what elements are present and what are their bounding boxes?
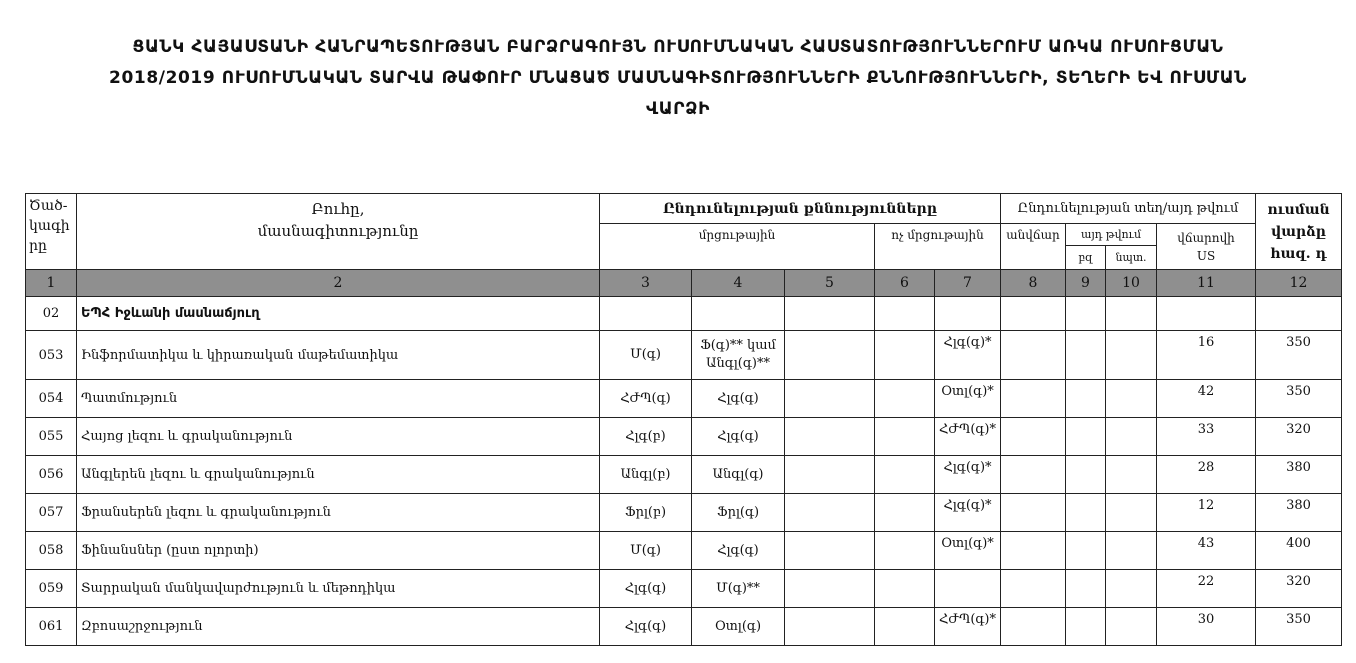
column-number: 2 <box>77 270 600 297</box>
title-line-3: ՎԱՐՁԻ <box>645 99 711 119</box>
header-exams: Ընդունելության քննությունները <box>600 194 1001 224</box>
table-row <box>26 456 1342 494</box>
row-cell-c11: 42 <box>1157 380 1256 418</box>
column-number: 9 <box>1066 270 1106 297</box>
row-cell-c5 <box>785 532 875 570</box>
header-paid: վճարովի US <box>1157 224 1256 270</box>
row-cell-c5 <box>785 331 875 380</box>
table-row <box>26 532 1342 570</box>
row-cell-c8 <box>1001 331 1066 380</box>
row-cell-c9 <box>1066 418 1106 456</box>
row-cell-c10 <box>1106 532 1157 570</box>
row-cell-c10 <box>1106 331 1157 380</box>
row-cell-c8 <box>1001 494 1066 532</box>
row-cell-c11: 22 <box>1157 570 1256 608</box>
specialty-rows <box>26 331 1342 646</box>
row-cell-c6 <box>875 608 935 646</box>
row-code: 059 <box>26 570 77 608</box>
row-cell-c9 <box>1066 608 1106 646</box>
row-cell-c3: ՀԺՊ(գ) <box>600 380 692 418</box>
row-code: 054 <box>26 380 77 418</box>
header-tuition: ուսման վարձը հազ. դ <box>1256 194 1342 270</box>
row-cell-c6 <box>875 380 935 418</box>
row-cell-c4: Ֆրլ(գ) <box>692 494 785 532</box>
row-cell-c11: 33 <box>1157 418 1256 456</box>
header-code: Ծած- կագի րը <box>26 194 77 270</box>
row-cell-c7: Հլգ(գ)* <box>935 331 1001 380</box>
row-cell-c6 <box>875 456 935 494</box>
column-number: 7 <box>935 270 1001 297</box>
row-cell-c11: 16 <box>1157 331 1256 380</box>
row-cell-c8 <box>1001 418 1066 456</box>
row-cell-c9 <box>1066 532 1106 570</box>
table-row <box>26 570 1342 608</box>
column-number: 10 <box>1106 270 1157 297</box>
row-cell-c11: 28 <box>1157 456 1256 494</box>
header-npt: նպտ. <box>1106 246 1157 270</box>
row-cell-c7: Օտլ(գ)* <box>935 380 1001 418</box>
row-cell-c4: Մ(գ)** <box>692 570 785 608</box>
row-cell-c10 <box>1106 608 1157 646</box>
row-cell-c8 <box>1001 608 1066 646</box>
row-cell-c6 <box>875 570 935 608</box>
institution-name: ԵՊՀ Իջևանի մասնաճյուղ <box>77 297 600 331</box>
column-number: 12 <box>1256 270 1342 297</box>
row-cell-c7 <box>935 570 1001 608</box>
row-cell-c4: Անգլ(գ) <box>692 456 785 494</box>
table-row <box>26 494 1342 532</box>
row-cell-c12: 380 <box>1256 456 1342 494</box>
row-specialty: Ֆրանսերեն լեզու և գրականություն <box>77 494 600 532</box>
row-cell-c3: Հլգ(բ) <box>600 418 692 456</box>
admissions-table <box>25 193 1342 646</box>
table-row <box>26 331 1342 380</box>
row-cell-c9 <box>1066 380 1106 418</box>
row-cell-c4: Օտլ(գ) <box>692 608 785 646</box>
row-cell-c3: Հլգ(գ) <box>600 608 692 646</box>
row-cell-c12: 350 <box>1256 608 1342 646</box>
column-number: 1 <box>26 270 77 297</box>
row-cell-c4: Ֆ(գ)** կամ Անգլ(գ)** <box>692 331 785 380</box>
row-cell-c8 <box>1001 532 1066 570</box>
row-cell-c3: Անգլ(բ) <box>600 456 692 494</box>
row-cell-c12: 350 <box>1256 331 1342 380</box>
row-cell-c10 <box>1106 570 1157 608</box>
row-cell-c4: Հլգ(գ) <box>692 380 785 418</box>
row-cell-c6 <box>875 418 935 456</box>
row-cell-c11: 43 <box>1157 532 1256 570</box>
row-cell-c9 <box>1066 494 1106 532</box>
row-specialty: Տարրական մանկավարժություն և մեթոդիկա <box>77 570 600 608</box>
column-number: 3 <box>600 270 692 297</box>
row-cell-c11: 12 <box>1157 494 1256 532</box>
institution-code: 02 <box>26 297 77 331</box>
row-cell-c10 <box>1106 380 1157 418</box>
header-of-which: այդ թվում <box>1066 224 1157 246</box>
document-title <box>0 32 1356 125</box>
row-cell-c3: Հլգ(գ) <box>600 570 692 608</box>
title-line-2: 2018/2019 ՈՒՍՈՒՄՆԱԿԱՆ ՏԱՐՎԱ ԹԱՓՈՒՐ ՄՆԱՑԱԾ ՄԱՍՆԱԳԻՏՈՒԹՅՈՒՆՆԵՐԻ ՔՆՆՈՒԹՅՈՒՆՆԵՐԻ, ՏԵՂԵՐԻ ԵՎ ՈՒՍՄԱՆ <box>109 68 1247 88</box>
row-cell-c12: 350 <box>1256 380 1342 418</box>
row-code: 055 <box>26 418 77 456</box>
title-line-1: ՑԱՆԿ ՀԱՅԱՍՏԱՆԻ ՀԱՆՐԱՊԵՏՈՒԹՅԱՆ ԲԱՐՁՐԱԳՈՒՅՆ ՈՒՍՈՒՄՆԱԿԱՆ ՀԱՍՏԱՏՈՒԹՅՈՒՆՆԵՐՈՒՄ ԱՌԿԱ ՈՒՍՈՒՑՄԱՆ <box>132 37 1224 57</box>
row-code: 053 <box>26 331 77 380</box>
row-cell-c7: ՀԺՊ(գ)* <box>935 418 1001 456</box>
row-cell-c3: Ֆրլ(բ) <box>600 494 692 532</box>
row-cell-c7: Օտլ(գ)* <box>935 532 1001 570</box>
row-cell-c3: Մ(գ) <box>600 532 692 570</box>
table-row <box>26 380 1342 418</box>
column-number: 4 <box>692 270 785 297</box>
row-specialty: Ինֆորմատիկա և կիրառական մաթեմատիկա <box>77 331 600 380</box>
row-cell-c8 <box>1001 456 1066 494</box>
row-specialty: Անգլերեն լեզու և գրականություն <box>77 456 600 494</box>
row-cell-c5 <box>785 418 875 456</box>
row-cell-c10 <box>1106 494 1157 532</box>
row-cell-c6 <box>875 331 935 380</box>
header-competitive: մրցութային <box>600 224 875 270</box>
column-number: 11 <box>1157 270 1256 297</box>
row-cell-c7: ՀԺՊ(գ)* <box>935 608 1001 646</box>
header-bq: բզ <box>1066 246 1106 270</box>
row-cell-c9 <box>1066 456 1106 494</box>
row-code: 056 <box>26 456 77 494</box>
row-specialty: Հայոց լեզու և գրականություն <box>77 418 600 456</box>
column-number: 5 <box>785 270 875 297</box>
row-cell-c7: Հլգ(գ)* <box>935 456 1001 494</box>
row-cell-c5 <box>785 570 875 608</box>
row-code: 057 <box>26 494 77 532</box>
row-cell-c5 <box>785 380 875 418</box>
row-cell-c12: 320 <box>1256 570 1342 608</box>
row-cell-c7: Հլգ(գ)* <box>935 494 1001 532</box>
header-specialty: Բուհը, մասնագիտությունը <box>77 194 600 270</box>
row-cell-c6 <box>875 532 935 570</box>
header-row-1 <box>26 194 1342 224</box>
row-cell-c8 <box>1001 380 1066 418</box>
row-cell-c9 <box>1066 331 1106 380</box>
row-cell-c10 <box>1106 418 1157 456</box>
row-cell-c12: 320 <box>1256 418 1342 456</box>
row-cell-c10 <box>1106 456 1157 494</box>
institution-row <box>26 297 1342 331</box>
row-code: 058 <box>26 532 77 570</box>
row-cell-c11: 30 <box>1157 608 1256 646</box>
header-places: Ընդունելության տեղ/այդ թվում <box>1001 194 1256 224</box>
row-cell-c5 <box>785 494 875 532</box>
column-number: 6 <box>875 270 935 297</box>
column-number-row <box>26 270 1342 297</box>
row-cell-c12: 380 <box>1256 494 1342 532</box>
row-cell-c6 <box>875 494 935 532</box>
column-number: 8 <box>1001 270 1066 297</box>
table-row <box>26 418 1342 456</box>
row-cell-c5 <box>785 608 875 646</box>
header-noncompetitive: ոչ մրցութային <box>875 224 1001 270</box>
row-cell-c4: Հլգ(գ) <box>692 532 785 570</box>
row-cell-c3: Մ(գ) <box>600 331 692 380</box>
row-cell-c12: 400 <box>1256 532 1342 570</box>
row-cell-c4: Հլգ(գ) <box>692 418 785 456</box>
row-cell-c8 <box>1001 570 1066 608</box>
header-free: անվճար <box>1001 224 1066 270</box>
row-cell-c9 <box>1066 570 1106 608</box>
table-row <box>26 608 1342 646</box>
row-specialty: Ֆինանսներ (ըստ ոլորտի) <box>77 532 600 570</box>
row-specialty: Պատմություն <box>77 380 600 418</box>
row-code: 061 <box>26 608 77 646</box>
row-specialty: Զբոսաշրջություն <box>77 608 600 646</box>
row-cell-c5 <box>785 456 875 494</box>
